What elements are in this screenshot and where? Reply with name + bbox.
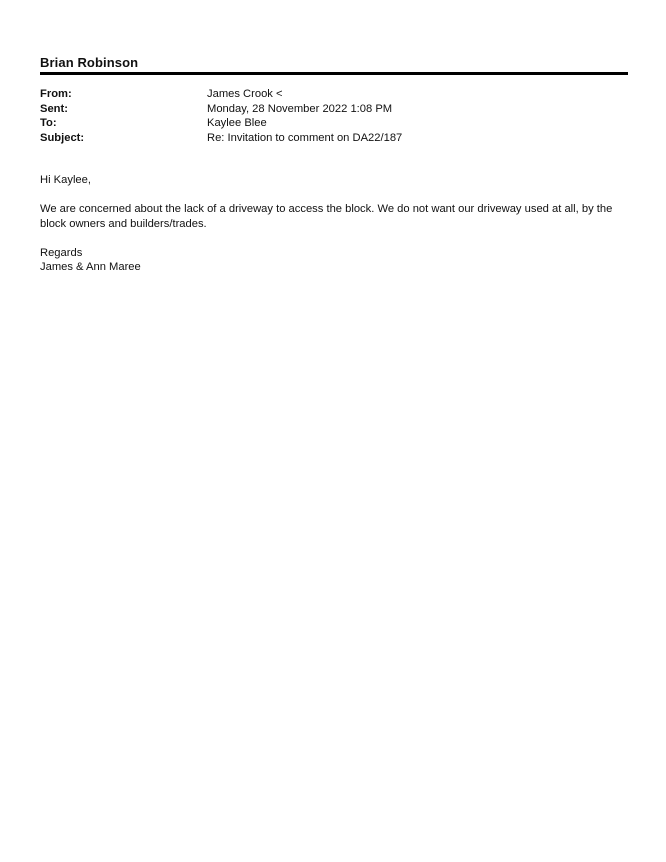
to-value: Kaylee Blee (207, 117, 267, 129)
subject-label: Subject: (40, 131, 85, 144)
to-row (40, 116, 628, 131)
from-row (40, 87, 628, 102)
signoff (40, 246, 620, 275)
sent-label: Sent: (40, 102, 68, 115)
closing: Regards (40, 246, 83, 259)
to-label: To: (40, 117, 57, 129)
sent-value: Monday, 28 November 2022 1:08 PM (207, 102, 393, 115)
mailbox-owner-name: Brian Robinson (40, 55, 139, 70)
greeting: Hi Kaylee, (40, 174, 91, 186)
body-paragraph: We are concerned about the lack of a driveway to access the block. We do not want our driveway used at all, by the block owners and builders/trades. (40, 203, 613, 230)
from-label: From: (40, 88, 72, 100)
email-body (40, 173, 620, 275)
signature: James & Ann Maree (40, 261, 141, 273)
subject-value: Re: Invitation to comment on DA22/187 (207, 131, 403, 144)
subject-row (40, 131, 628, 146)
header-divider (40, 72, 628, 75)
from-value: James Crook < (207, 88, 283, 100)
sent-row (40, 102, 628, 117)
email-header-fields (40, 87, 628, 145)
